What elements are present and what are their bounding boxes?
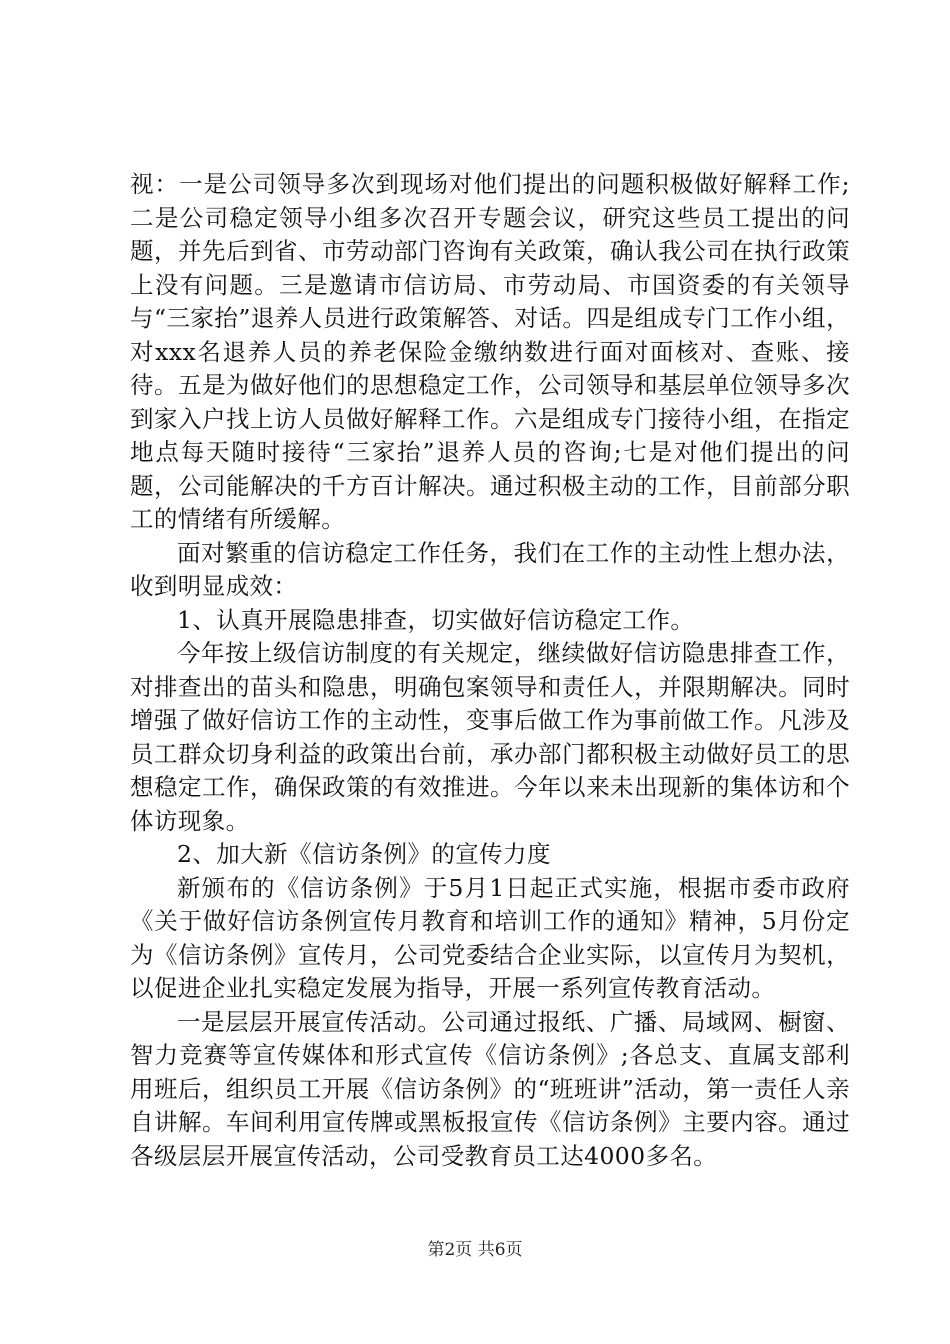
paragraph-section-1: 今年按上级信访制度的有关规定，继续做好信访隐患排查工作，对排查出的苗头和隐患，明确包案领导和责任人，并限期解决。同时增强了做好信访工作的主动性，变事后做工作为事前做工作。凡涉及员工群众切身利益的政策出台前，承办部门都积极主动做好员工的思想稳定工作，确保政策的有效推进。今年以来未出现新的集体访和个体访现象。 [130,639,850,835]
paragraph-continued: 视：一是公司领导多次到现场对他们提出的问题积极做好解释工作;二是公司稳定领导小组多次召开专题会议，研究这些员工提出的问题，并先后到省、市劳动部门咨询有关政策，确认我公司在执行政策上没有问题。三是邀请市信访局、市劳动局、市国资委的有关领导与“三家抬”退养人员进行政策解答、对话。四是组成专门工作小组，对xxx名退养人员的养老保险金缴纳数进行面对面核对、查账、接待。五是为做好他们的思想稳定工作，公司领导和基层单位领导多次到家入户找上访人员做好解释工作。六是组成专门接待小组，在指定地点每天随时接待“三家抬”退养人员的咨询;七是对他们提出的问题，公司能解决的千方百计解决。通过积极主动的工作，目前部分职工的情绪有所缓解。 [130,170,850,533]
section-heading-1: 1、认真开展隐患排查，切实做好信访稳定工作。 [177,605,695,634]
page-footer: 第2页 共6页 [427,1240,523,1260]
paragraph-section-2: 新颁布的《信访条例》于5月1日起正式实施，根据市委市政府《关于做好信访条例宣传月教育和培训工作的通知》精神，5月份定为《信访条例》宣传月，公司党委结合企业实际，以宣传月为契机，以促进企业扎实稳定发展为指导，开展一系列宣传教育活动。 [130,873,850,1002]
paragraph-intro: 面对繁重的信访稳定工作任务，我们在工作的主动性上想办法，收到明显成效： [130,538,850,600]
paragraph-publicity: 一是层层开展宣传活动。公司通过报纸、广播、局域网、橱窗、智力竞赛等宣传媒体和形式宣传《信访条例》;各总支、直属支部利用班后，组织员工开展《信访条例》的“班班讲”活动，第一责任人亲自讲解。车间利用宣传牌或黑板报宣传《信访条例》主要内容。通过各级层层开展宣传活动，公司受教育员工达4000多名。 [130,1007,850,1170]
document-body [130,168,850,1173]
section-heading-2: 2、加大新《信访条例》的宣传力度 [177,840,551,868]
